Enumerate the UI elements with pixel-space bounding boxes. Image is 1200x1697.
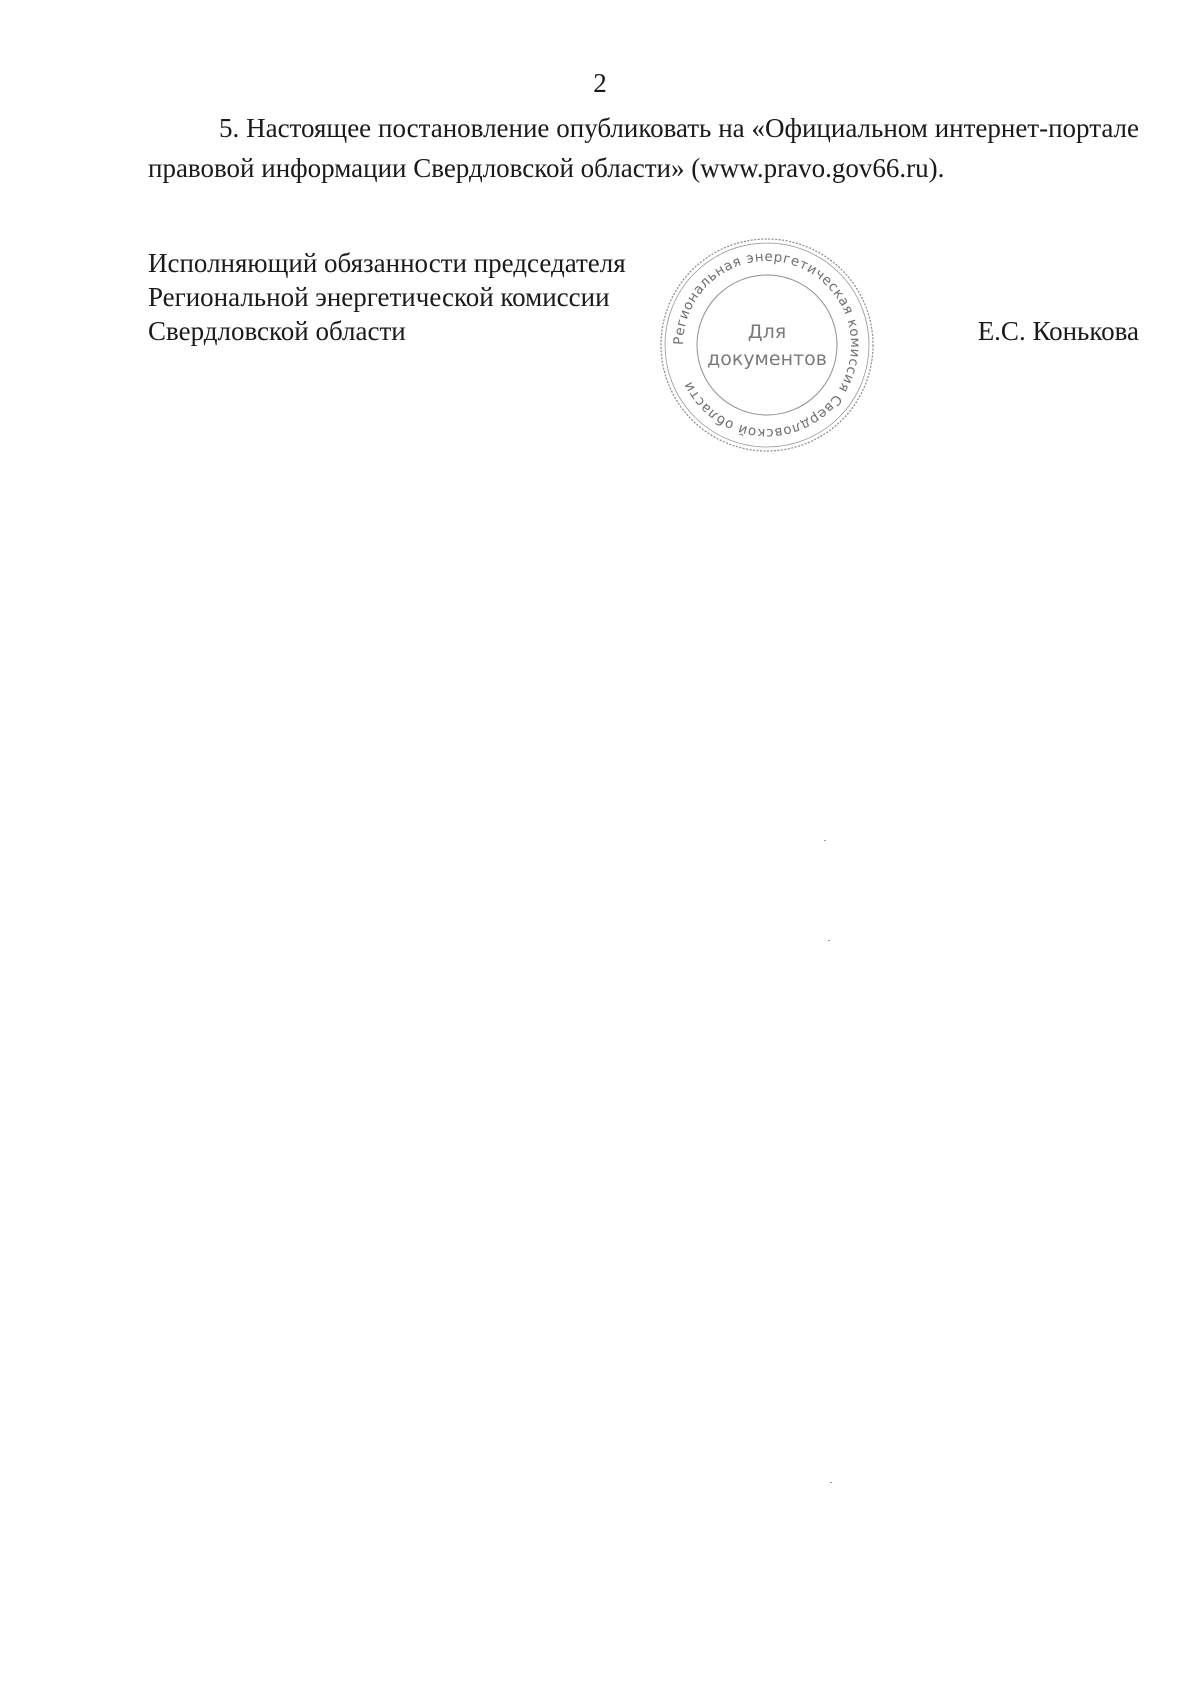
seal-inner-ring — [697, 275, 837, 415]
seal-outer-ring-inner — [665, 243, 869, 447]
seal-outer-ring — [661, 239, 873, 451]
signer-position-line-1: Исполняющий обязанности председателя — [148, 248, 626, 278]
signer-position — [148, 246, 626, 348]
signer-name: Е.С. Конькова — [977, 316, 1139, 346]
seal-center-line-2: документов — [707, 348, 827, 370]
scan-speck — [828, 940, 830, 941]
official-seal-stamp — [656, 234, 878, 456]
seal-ring-text — [671, 249, 863, 441]
signer-position-line-3: Свердловской области — [148, 316, 406, 346]
scan-speck — [824, 840, 826, 841]
signature-block — [148, 246, 1139, 466]
page-number: 2 — [593, 68, 607, 98]
scan-speck — [830, 1482, 832, 1483]
seal-graphic — [656, 234, 878, 456]
publication-paragraph: 5. Настоящее постановление опубликовать на «Официальном интернет-портале правовой информации Свердловской области» (www.pravo.gov66.ru). — [148, 113, 1139, 183]
signer-position-line-2: Региональной энергетической комиссии — [148, 282, 610, 312]
seal-ring-text-path: Региональная энергетическая комиссия Свердловской области — [670, 248, 864, 442]
seal-center-line-1: Для — [747, 321, 787, 343]
